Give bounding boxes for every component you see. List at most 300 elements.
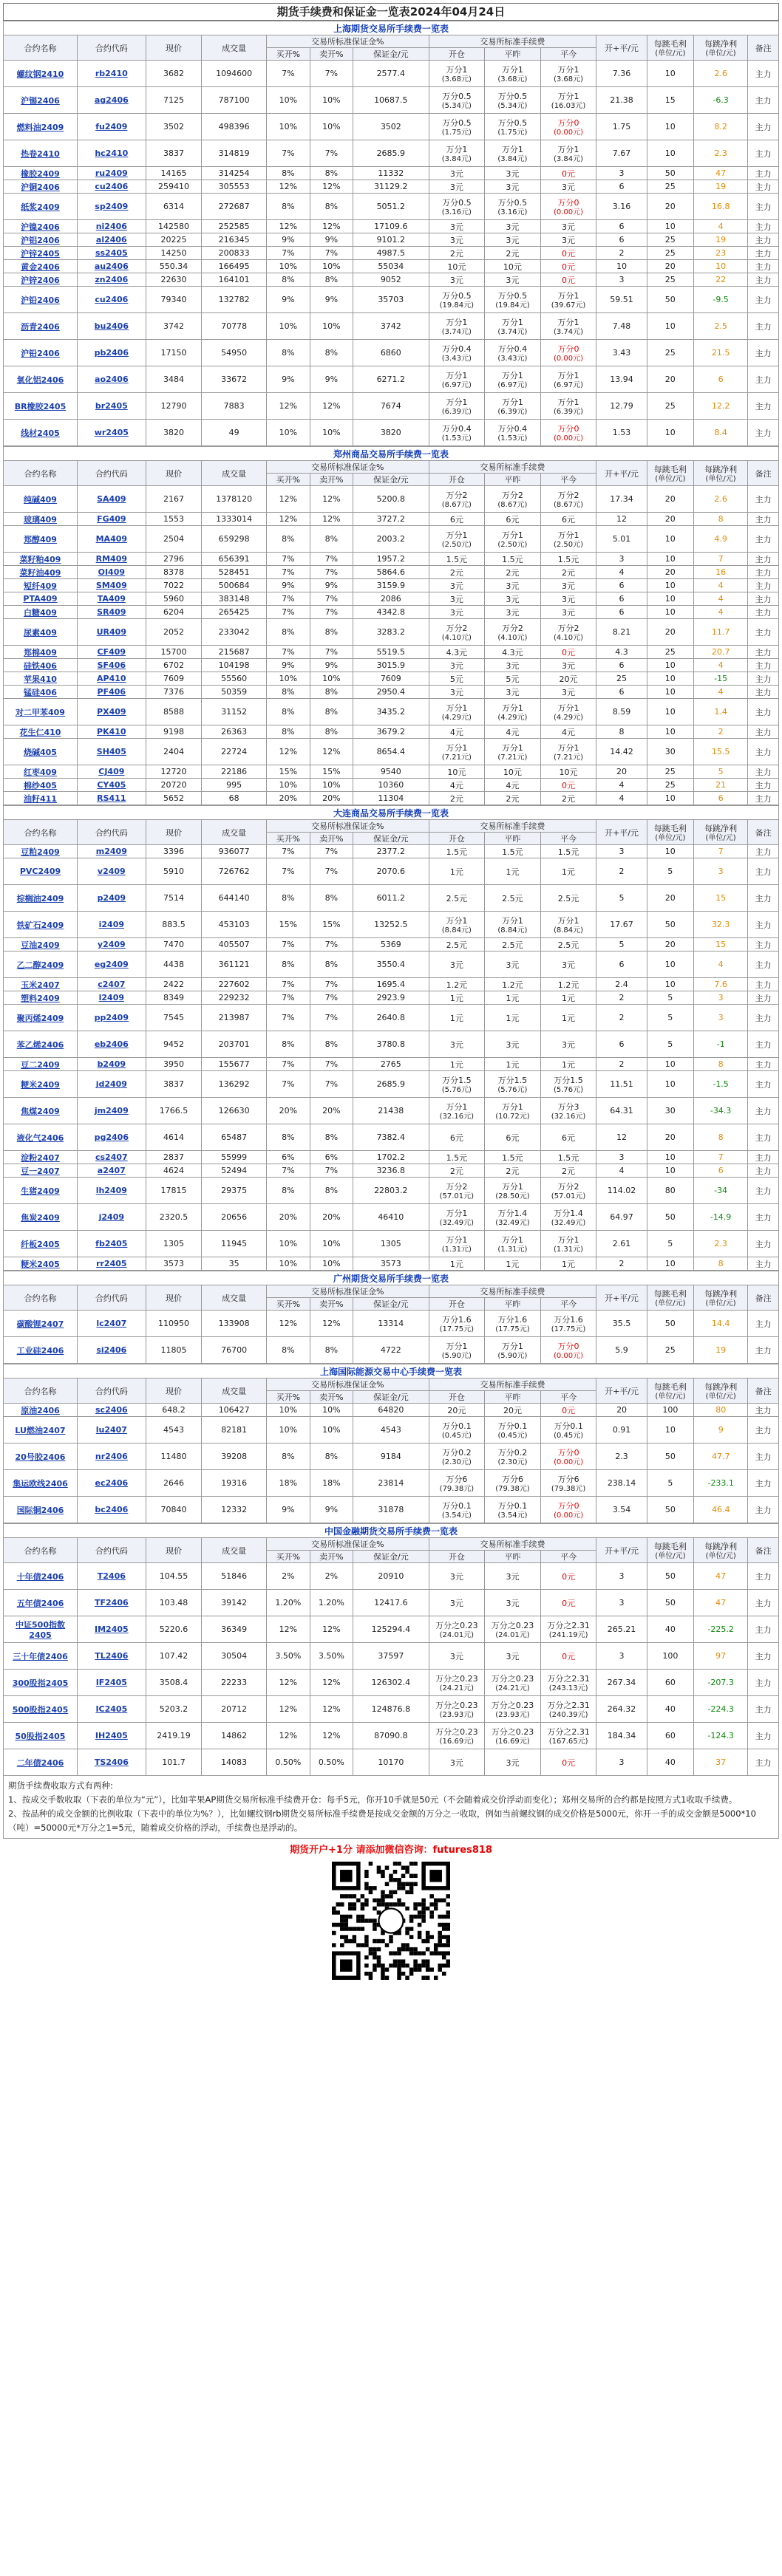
contract-code[interactable]: br2405 <box>77 393 146 420</box>
contract-name[interactable]: 焦炭2409 <box>4 1204 78 1231</box>
contract-code[interactable]: cu2406 <box>77 287 146 313</box>
contract-name[interactable]: 硅铁406 <box>4 659 78 672</box>
deposit: 3159.9 <box>353 579 429 592</box>
contract-code[interactable]: IM2405 <box>78 1616 146 1643</box>
contract-name[interactable]: 沪锌2406 <box>4 273 78 287</box>
tick-gross: 25 <box>647 180 693 194</box>
price: 8378 <box>146 566 202 579</box>
contract-code[interactable]: m2409 <box>77 845 146 858</box>
contract-name[interactable]: 燃料油2409 <box>4 114 78 140</box>
fee-close-today: 万分之2.31 (240.39元) <box>540 1696 596 1723</box>
contract-name[interactable]: 铁矿石2409 <box>4 912 78 938</box>
fee-close-today: 万分1.5 (5.76元) <box>540 1071 596 1098</box>
contract-name[interactable]: 50股指2405 <box>4 1723 78 1749</box>
deposit: 8654.4 <box>353 739 429 765</box>
tick-gross: 50 <box>647 1204 693 1231</box>
tick-net: 3 <box>694 991 748 1005</box>
table-row <box>4 1470 779 1497</box>
round-trip-fee: 3 <box>596 553 647 566</box>
contract-name[interactable]: 二年债2406 <box>4 1749 78 1776</box>
contract-name[interactable]: 菜籽油409 <box>4 566 78 579</box>
volume: 405507 <box>202 938 267 952</box>
contract-code[interactable]: rb2410 <box>77 61 146 87</box>
fee-close-today: 0元 <box>540 260 596 273</box>
table-row <box>4 1031 779 1058</box>
tick-net: 4 <box>694 686 748 699</box>
contract-name[interactable]: 中证500指数2405 <box>4 1616 78 1643</box>
contract-name[interactable]: 沪锌2405 <box>4 247 78 260</box>
contract-code[interactable]: TF2406 <box>78 1590 146 1616</box>
tick-net: 20.7 <box>694 646 748 659</box>
contract-name[interactable]: 乙二醇2409 <box>4 952 78 978</box>
contract-code[interactable]: cu2406 <box>77 180 146 194</box>
note-badge: 主力 <box>748 1337 779 1364</box>
fee-open: 万分0.1 (3.54元) <box>429 1497 485 1523</box>
tick-gross: 100 <box>647 1404 693 1417</box>
volume: 22233 <box>202 1670 267 1696</box>
col-volume: 成交量 <box>202 1285 267 1311</box>
tick-net: 4 <box>694 606 748 619</box>
section-title-row <box>4 1271 779 1285</box>
deposit: 7674 <box>353 393 429 420</box>
contract-name[interactable]: BR橡胶2405 <box>4 393 78 420</box>
tick-gross: 10 <box>647 659 693 672</box>
contract-code[interactable]: p2409 <box>77 885 146 912</box>
margin-sell: 8% <box>310 194 353 220</box>
note-badge: 主力 <box>748 273 779 287</box>
header-row <box>4 1378 779 1391</box>
contract-code[interactable]: PX409 <box>77 699 146 725</box>
price: 6204 <box>146 606 202 619</box>
table-row <box>4 140 779 167</box>
round-trip-fee: 7.48 <box>596 313 647 340</box>
contract-name[interactable]: 线材2405 <box>4 420 78 446</box>
note-badge: 主力 <box>748 1444 779 1470</box>
col-tick-net: 每跳净利 (单位/元) <box>694 1285 748 1311</box>
contract-code[interactable]: fb2405 <box>77 1231 146 1257</box>
volume: 164101 <box>202 273 267 287</box>
col-open: 开仓 <box>429 1551 485 1563</box>
contract-code[interactable]: nr2406 <box>78 1444 146 1470</box>
contract-name[interactable]: 焦煤2409 <box>4 1098 78 1124</box>
contract-code[interactable]: FG409 <box>77 513 146 526</box>
contract-name[interactable]: 20号胶2406 <box>4 1444 78 1470</box>
price: 2419.19 <box>146 1723 202 1749</box>
contract-code[interactable]: fu2409 <box>77 114 146 140</box>
contract-code[interactable]: sc2406 <box>78 1404 146 1417</box>
deposit: 10360 <box>353 779 429 792</box>
contract-code[interactable]: pb2406 <box>77 340 146 366</box>
contract-code[interactable]: au2406 <box>77 260 146 273</box>
round-trip-fee: 184.34 <box>596 1723 647 1749</box>
contract-code[interactable]: hc2410 <box>77 140 146 167</box>
round-trip-fee: 6 <box>596 579 647 592</box>
col-code: 合约代码 <box>78 1538 146 1563</box>
contract-name[interactable]: 淀粉2407 <box>4 1151 78 1164</box>
contract-code[interactable]: CJ409 <box>77 765 146 779</box>
contract-name[interactable]: 花生仁410 <box>4 725 78 739</box>
tick-gross: 10 <box>647 1151 693 1164</box>
tick-net: -224.3 <box>694 1696 748 1723</box>
contract-name[interactable]: 黄金2406 <box>4 260 78 273</box>
contract-name[interactable]: 氧化铝2406 <box>4 366 78 393</box>
table-row <box>4 1231 779 1257</box>
table-row <box>4 1164 779 1178</box>
contract-name[interactable]: 郑醇409 <box>4 526 78 553</box>
margin-sell: 7% <box>310 140 353 167</box>
contract-code[interactable]: CY405 <box>77 779 146 792</box>
contract-name[interactable]: 红枣409 <box>4 765 78 779</box>
contract-code[interactable]: bu2406 <box>77 313 146 340</box>
fee-close-today: 0元 <box>540 779 596 792</box>
tick-gross: 10 <box>647 699 693 725</box>
contract-code[interactable]: al2406 <box>77 233 146 247</box>
contract-code[interactable]: rr2405 <box>77 1257 146 1271</box>
contract-name[interactable]: LU燃油2407 <box>4 1417 78 1444</box>
contract-code[interactable]: PF406 <box>77 686 146 699</box>
col-price: 现价 <box>146 820 202 845</box>
fee-open: 3元 <box>429 1031 485 1058</box>
contract-name[interactable]: 十年债2406 <box>4 1563 78 1590</box>
tick-net: -233.1 <box>694 1470 748 1497</box>
contract-name[interactable]: 热卷2410 <box>4 140 78 167</box>
margin-buy: 8% <box>267 1031 310 1058</box>
contract-name[interactable]: 玉米2407 <box>4 978 78 991</box>
contract-name[interactable]: 沪锡2406 <box>4 87 78 114</box>
contract-code[interactable]: SF406 <box>77 659 146 672</box>
fee-close-prev: 万分1 (10.72元) <box>485 1098 541 1124</box>
contract-name[interactable]: 豆一2407 <box>4 1164 78 1178</box>
contract-code[interactable]: RS411 <box>77 792 146 805</box>
contract-code[interactable]: i2409 <box>77 912 146 938</box>
price: 107.42 <box>146 1643 202 1670</box>
contract-name[interactable]: 尿素409 <box>4 619 78 646</box>
contract-name[interactable]: PTA409 <box>4 592 78 606</box>
contract-code[interactable]: y2409 <box>77 938 146 952</box>
table-row <box>4 845 779 858</box>
contract-code[interactable]: SR409 <box>77 606 146 619</box>
fee-close-prev: 10元 <box>485 260 541 273</box>
contract-code[interactable]: sp2409 <box>77 194 146 220</box>
contract-name[interactable]: 沪铅2406 <box>4 287 78 313</box>
col-sell: 卖开% <box>310 1298 353 1311</box>
contract-code[interactable]: bc2406 <box>78 1497 146 1523</box>
note-badge: 主力 <box>748 420 779 446</box>
contract-code[interactable]: ru2409 <box>77 167 146 180</box>
fee-close-today: 万分2 (57.01元) <box>540 1178 596 1204</box>
margin-buy: 10% <box>267 1404 310 1417</box>
contract-code[interactable]: TS2406 <box>78 1749 146 1776</box>
margin-buy: 8% <box>267 167 310 180</box>
contract-name[interactable]: 苹果410 <box>4 672 78 686</box>
contract-code[interactable]: MA409 <box>77 526 146 553</box>
tick-gross: 25 <box>647 273 693 287</box>
price: 1305 <box>146 1231 202 1257</box>
deposit: 6011.2 <box>353 885 429 912</box>
margin-sell: 8% <box>310 273 353 287</box>
contract-code[interactable]: UR409 <box>77 619 146 646</box>
contract-name[interactable]: 沪铜2406 <box>4 180 78 194</box>
contract-code[interactable]: cs2407 <box>77 1151 146 1164</box>
tick-gross: 50 <box>647 167 693 180</box>
contract-name[interactable]: 500股指2405 <box>4 1696 78 1723</box>
margin-sell: 12% <box>310 1723 353 1749</box>
margin-buy: 7% <box>267 991 310 1005</box>
margin-sell: 8% <box>310 699 353 725</box>
volume: 305553 <box>202 180 267 194</box>
margin-buy: 9% <box>267 287 310 313</box>
contract-code[interactable]: SA409 <box>77 486 146 513</box>
contract-code[interactable]: l2409 <box>77 991 146 1005</box>
contract-name[interactable]: 螺纹钢2410 <box>4 61 78 87</box>
contract-code[interactable]: ec2406 <box>78 1470 146 1497</box>
fee-close-today: 万分1 (16.03元) <box>540 87 596 114</box>
price: 5220.6 <box>146 1616 202 1643</box>
round-trip-fee: 264.32 <box>596 1696 647 1723</box>
fee-open: 万分1 (1.31元) <box>429 1231 485 1257</box>
volume: 33672 <box>202 366 267 393</box>
contract-name[interactable]: 粳米2409 <box>4 1071 78 1098</box>
contract-name[interactable]: 沪铝2406 <box>4 233 78 247</box>
margin-buy: 10% <box>267 260 310 273</box>
fee-close-prev: 万分1 (8.84元) <box>485 912 541 938</box>
contract-name[interactable]: 沪镍2406 <box>4 220 78 233</box>
col-rt: 开+平/元 <box>596 1285 647 1311</box>
note-badge: 主力 <box>748 978 779 991</box>
table-row <box>4 792 779 805</box>
margin-sell: 8% <box>310 1031 353 1058</box>
contract-code[interactable]: ag2406 <box>77 87 146 114</box>
tick-net: -1.5 <box>694 1071 748 1098</box>
tick-net: 2.6 <box>694 486 748 513</box>
deposit: 3573 <box>353 1257 429 1271</box>
contract-name[interactable]: 碳酸锂2407 <box>4 1311 78 1337</box>
note-badge: 主力 <box>748 180 779 194</box>
contract-code[interactable]: eg2409 <box>77 952 146 978</box>
contract-code[interactable]: IC2405 <box>78 1696 146 1723</box>
round-trip-fee: 6 <box>596 233 647 247</box>
contract-name[interactable]: 液化气2406 <box>4 1124 78 1151</box>
fee-close-prev: 1元 <box>485 858 541 885</box>
price: 550.34 <box>146 260 202 273</box>
contract-code[interactable]: pp2409 <box>77 1005 146 1031</box>
fee-close-today: 1元 <box>540 1005 596 1031</box>
col-open: 开仓 <box>429 474 485 486</box>
contract-code[interactable]: lh2409 <box>77 1178 146 1204</box>
margin-sell: 1.20% <box>310 1590 353 1616</box>
deposit: 7609 <box>353 672 429 686</box>
contract-name[interactable]: 聚丙烯2409 <box>4 1005 78 1031</box>
fee-close-today: 4元 <box>540 725 596 739</box>
price: 104.55 <box>146 1563 202 1590</box>
contract-code[interactable]: jm2409 <box>77 1098 146 1124</box>
note-badge: 主力 <box>748 1124 779 1151</box>
contract-name[interactable]: 油籽411 <box>4 792 78 805</box>
tick-gross: 50 <box>647 912 693 938</box>
contract-code[interactable]: IH2405 <box>78 1723 146 1749</box>
tick-net: 15 <box>694 938 748 952</box>
contract-code[interactable]: SM409 <box>77 579 146 592</box>
contract-name[interactable]: 苯乙烯2406 <box>4 1031 78 1058</box>
fee-close-prev: 万分0.5 (5.34元) <box>485 87 541 114</box>
deposit: 125294.4 <box>353 1616 429 1643</box>
margin-buy: 15% <box>267 912 310 938</box>
fee-open: 2元 <box>429 247 485 260</box>
volume: 659298 <box>202 526 267 553</box>
fee-table <box>3 805 779 1271</box>
tick-gross: 5 <box>647 1031 693 1058</box>
volume: 49 <box>202 420 267 446</box>
volume: 35 <box>202 1257 267 1271</box>
contract-name[interactable]: 橡胶2409 <box>4 167 78 180</box>
contract-name[interactable]: 短纤409 <box>4 579 78 592</box>
note-badge: 主力 <box>748 1151 779 1164</box>
contract-code[interactable]: a2407 <box>77 1164 146 1178</box>
contract-name[interactable]: 原油2406 <box>4 1404 78 1417</box>
contract-name[interactable]: 沥青2406 <box>4 313 78 340</box>
tick-gross: 10 <box>647 672 693 686</box>
contract-code[interactable]: OI409 <box>77 566 146 579</box>
contract-code[interactable]: RM409 <box>77 553 146 566</box>
contract-code[interactable]: pg2406 <box>77 1124 146 1151</box>
contract-name[interactable]: 三十年债2406 <box>4 1643 78 1670</box>
margin-sell: 18% <box>310 1470 353 1497</box>
price: 103.48 <box>146 1590 202 1616</box>
contract-code[interactable]: c2407 <box>77 978 146 991</box>
contract-code[interactable]: zn2406 <box>77 273 146 287</box>
price: 883.5 <box>146 912 202 938</box>
deposit: 37597 <box>353 1643 429 1670</box>
fee-table <box>3 1364 779 1523</box>
contract-code[interactable]: lu2407 <box>78 1417 146 1444</box>
contract-name[interactable]: 豆油2409 <box>4 938 78 952</box>
promo-text[interactable]: 期货开户+1分 请添加微信咨询：futures818 <box>290 1845 492 1856</box>
note-badge: 主力 <box>748 1257 779 1271</box>
col-name: 合约名称 <box>4 461 78 486</box>
contract-name[interactable]: 国际铜2406 <box>4 1497 78 1523</box>
contract-code[interactable]: jd2409 <box>77 1071 146 1098</box>
col-price: 现价 <box>146 461 202 486</box>
contract-name[interactable]: 棕榈油2409 <box>4 885 78 912</box>
table-row <box>4 1311 779 1337</box>
tick-net: 4.9 <box>694 526 748 553</box>
tick-gross: 5 <box>647 858 693 885</box>
col-buy: 买开% <box>267 1551 310 1563</box>
contract-code[interactable]: T2406 <box>78 1563 146 1590</box>
margin-buy: 8% <box>267 686 310 699</box>
contract-name[interactable]: 对二甲苯409 <box>4 699 78 725</box>
contract-name[interactable]: 集运欧线2406 <box>4 1470 78 1497</box>
fee-close-today: 1.5元 <box>540 553 596 566</box>
contract-code[interactable]: ao2406 <box>77 366 146 393</box>
contract-name[interactable]: 300股指2405 <box>4 1670 78 1696</box>
contract-name[interactable]: 生猪2409 <box>4 1178 78 1204</box>
contract-code[interactable]: ss2405 <box>77 247 146 260</box>
footer-line-1: 1、按成交手数收取（下表的单位为“元”），比如苹果AP期货交易所标准手续费开仓：每手5元，你开10手就是50元（不会随着成交价浮动而变化）；郑州交易所的合约都是按照方式1收取手续费。 <box>8 1794 738 1805</box>
contract-code[interactable]: CF409 <box>77 646 146 659</box>
col-note: 备注 <box>748 1285 779 1311</box>
margin-sell: 12% <box>310 1616 353 1643</box>
contract-name[interactable]: 白糖409 <box>4 606 78 619</box>
contract-code[interactable]: ni2406 <box>77 220 146 233</box>
round-trip-fee: 3.16 <box>596 194 647 220</box>
header-row <box>4 1285 779 1298</box>
contract-code[interactable]: j2409 <box>77 1204 146 1231</box>
contract-name[interactable]: 纸浆2409 <box>4 194 78 220</box>
contract-name[interactable]: 沪铅2406 <box>4 340 78 366</box>
note-badge: 主力 <box>748 1178 779 1204</box>
contract-code[interactable]: si2406 <box>77 1337 146 1364</box>
contract-name[interactable]: 纤板2405 <box>4 1231 78 1257</box>
volume: 126630 <box>202 1098 267 1124</box>
note-badge: 主力 <box>748 167 779 180</box>
note-badge: 主力 <box>748 553 779 566</box>
contract-name[interactable]: 粳米2405 <box>4 1257 78 1271</box>
fee-close-prev: 万分1 (3.84元) <box>485 140 541 167</box>
contract-code[interactable]: eb2406 <box>77 1031 146 1058</box>
col-close_prev: 平昨 <box>485 1391 541 1404</box>
contract-name[interactable]: 工业硅2406 <box>4 1337 78 1364</box>
fee-close-today: 万分2 (8.67元) <box>540 486 596 513</box>
volume: 20656 <box>202 1204 267 1231</box>
qr-code-icon[interactable] <box>332 1862 450 1980</box>
contract-code[interactable]: v2409 <box>77 858 146 885</box>
contract-code[interactable]: PK410 <box>77 725 146 739</box>
contract-code[interactable]: TA409 <box>77 592 146 606</box>
tick-gross: 40 <box>647 1749 693 1776</box>
table-row <box>4 686 779 699</box>
contract-name[interactable]: 锰硅406 <box>4 686 78 699</box>
col-deposit: 保证金/元 <box>353 1551 429 1563</box>
contract-name[interactable]: 烧碱405 <box>4 739 78 765</box>
fee-close-today: 万分1.4 (32.49元) <box>540 1204 596 1231</box>
tick-net: 19 <box>694 180 748 194</box>
price: 2320.5 <box>146 1204 202 1231</box>
contract-code[interactable]: b2409 <box>77 1058 146 1071</box>
contract-code[interactable]: AP410 <box>77 672 146 686</box>
col-tick: 每跳毛利 (单位/元) <box>647 35 693 61</box>
contract-name[interactable]: PVC2409 <box>4 858 78 885</box>
round-trip-fee: 3.43 <box>596 340 647 366</box>
contract-name[interactable]: 豆二2409 <box>4 1058 78 1071</box>
contract-name[interactable]: 玻璃409 <box>4 513 78 526</box>
contract-name[interactable]: 郑棉409 <box>4 646 78 659</box>
volume: 498396 <box>202 114 267 140</box>
contract-name[interactable]: 棉纱405 <box>4 779 78 792</box>
contract-code[interactable]: lc2407 <box>77 1311 146 1337</box>
contract-code[interactable]: wr2405 <box>77 420 146 446</box>
note-badge: 主力 <box>748 287 779 313</box>
contract-name[interactable]: 豆粕2409 <box>4 845 78 858</box>
volume: 39142 <box>202 1590 267 1616</box>
tick-gross: 60 <box>647 1723 693 1749</box>
contract-name[interactable]: 纯碱409 <box>4 486 78 513</box>
contract-name[interactable]: 菜籽粕409 <box>4 553 78 566</box>
contract-code[interactable]: SH405 <box>77 739 146 765</box>
fee-close-today: 1元 <box>540 858 596 885</box>
margin-buy: 6% <box>267 1151 310 1164</box>
contract-code[interactable]: IF2405 <box>78 1670 146 1696</box>
deposit: 9052 <box>353 273 429 287</box>
fee-open: 1元 <box>429 1058 485 1071</box>
tick-net: 37 <box>694 1749 748 1776</box>
col-buy: 买开% <box>267 833 310 845</box>
col-tick-net: 每跳净利 (单位/元) <box>694 35 748 61</box>
contract-name[interactable]: 五年债2406 <box>4 1590 78 1616</box>
contract-name[interactable]: 塑料2409 <box>4 991 78 1005</box>
contract-code[interactable]: TL2406 <box>78 1643 146 1670</box>
tick-net: 19 <box>694 1337 748 1364</box>
